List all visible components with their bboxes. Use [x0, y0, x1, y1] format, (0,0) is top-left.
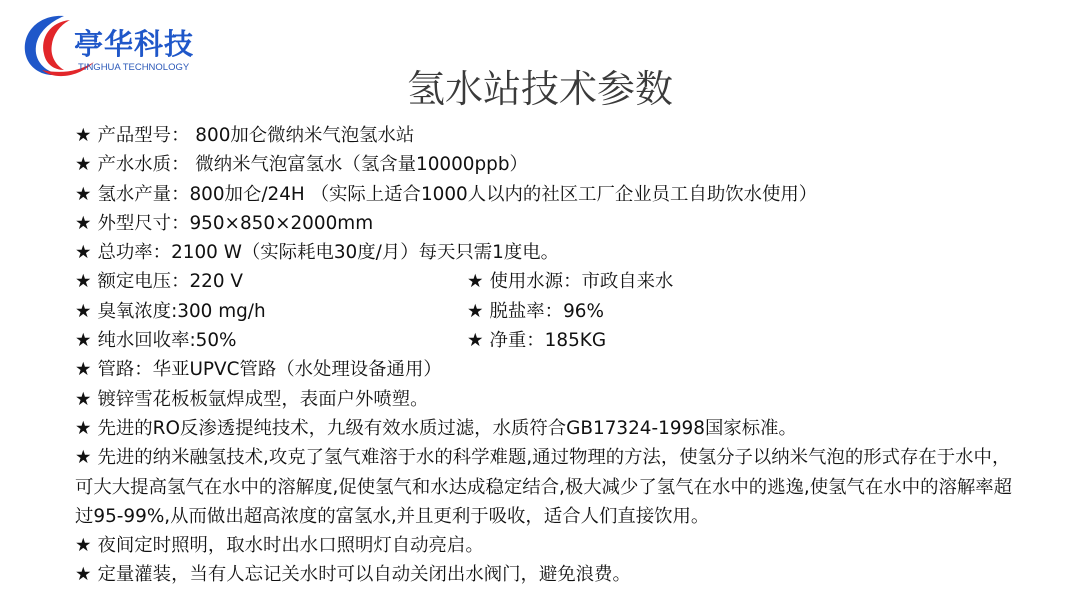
star-icon: ★	[75, 447, 92, 469]
star-icon: ★	[75, 300, 92, 322]
spec-recovery	[75, 330, 237, 351]
star-icon: ★	[467, 271, 484, 293]
star-icon: ★	[467, 330, 484, 352]
spec-ro	[75, 414, 1015, 443]
spec-shell	[75, 385, 1015, 414]
spec-text: 夜间定时照明，取水时出水口照明灯自动亮启。	[97, 535, 484, 557]
star-icon: ★	[75, 154, 92, 176]
spec-list	[75, 121, 1015, 590]
spec-pipe	[75, 355, 1015, 384]
spec-voltage	[75, 271, 243, 292]
spec-quant	[75, 560, 1015, 589]
spec-text: 臭氧浓度:300 mg/h	[97, 300, 266, 322]
star-icon: ★	[75, 388, 92, 410]
spec-text: 先进的RO反渗透提纯技术，九级有效水质过滤，水质符合GB17324-1998国家标准。	[97, 417, 797, 439]
star-icon: ★	[75, 125, 92, 146]
spec-text: 氢水产量：800加仑/24H （实际上适合1000人以内的社区工厂企业员工自助饮水使用）	[97, 183, 818, 205]
spec-text: 定量灌装，当有人忘记关水时可以自动关闭出水阀门，避免浪费。	[97, 564, 631, 586]
spec-weight	[467, 326, 606, 355]
star-icon: ★	[75, 242, 92, 264]
spec-output	[75, 180, 1015, 209]
spec-nano	[75, 443, 1015, 531]
spec-quality	[75, 150, 1015, 179]
logo-english-name: TINGHUA TECHNOLOGY	[78, 62, 190, 73]
star-icon: ★	[75, 359, 92, 381]
star-icon: ★	[75, 330, 92, 352]
spec-light	[75, 531, 1015, 560]
spec-text: 使用水源：市政自来水	[489, 271, 674, 293]
star-icon: ★	[75, 183, 92, 205]
spec-text: 管路：华亚UPVC管路（水处理设备通用）	[97, 359, 442, 381]
spec-desalination	[467, 297, 604, 326]
spec-power	[75, 238, 1015, 267]
spec-source	[467, 267, 673, 296]
spec-text: 产水水质： 微纳米气泡富氢水（氢含量10000ppb）	[97, 154, 528, 176]
star-icon: ★	[75, 271, 92, 293]
star-icon: ★	[467, 300, 484, 322]
spec-text: 外型尺寸：950×850×2000mm	[97, 212, 374, 234]
spec-text: 脱盐率：96%	[489, 300, 604, 322]
spec-model	[75, 121, 1015, 150]
page-title: 氢水站技术参数	[406, 67, 673, 111]
spec-text: 镀锌雪花板板氩焊成型，表面户外喷塑。	[97, 388, 429, 410]
star-icon: ★	[75, 417, 92, 439]
spec-size	[75, 209, 1015, 238]
star-icon: ★	[75, 564, 92, 586]
spec-text: 净重：185KG	[489, 330, 607, 352]
spec-text: 产品型号： 800加仑微纳米气泡氢水站	[97, 125, 415, 146]
star-icon: ★	[75, 212, 92, 234]
logo-chinese-name: 亭华科技	[74, 27, 195, 61]
star-icon: ★	[75, 535, 92, 557]
spec-ozone	[75, 301, 266, 322]
spec-pair-recovery-weight	[75, 326, 1015, 355]
spec-text: 总功率：2100 W（实际耗电30度/月）每天只需1度电。	[97, 242, 560, 264]
spec-pair-voltage-source	[75, 267, 1015, 296]
spec-text: 额定电压：220 V	[97, 271, 243, 293]
spec-pair-ozone-desalination	[75, 297, 1015, 326]
spec-text: 纯水回收率:50%	[97, 330, 237, 352]
spec-text: 先进的纳米融氢技术,攻克了氢气难溶于水的科学难题,通过物理的方法，使氢分子以纳米气泡的形式存在于水中，可大大提高氢气在水中的溶解度,促使氢气和水达成稳定结合,极大减少了氢气在水中的逃逸,使氢气在水中的溶解率超过95-99%,从而做出超高浓度的富氢水,并且更利于吸收，适合人们直接饮用。	[75, 447, 1013, 527]
